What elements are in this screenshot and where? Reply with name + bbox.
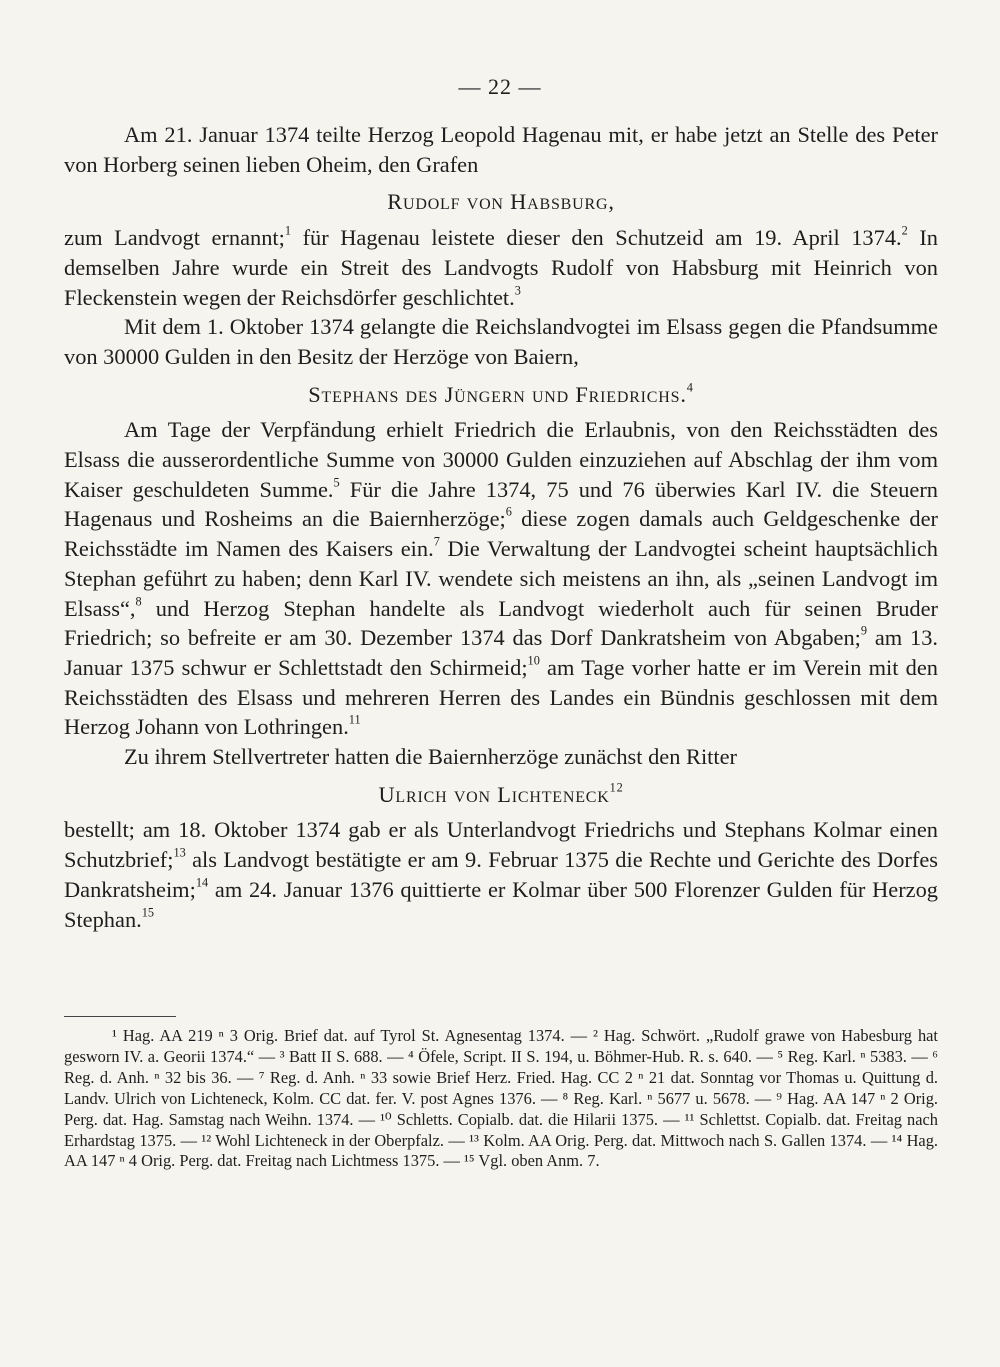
footnote-ref[interactable]: 9: [860, 623, 868, 638]
paragraph-3: Mit dem 1. Oktober 1374 gelangte die Reichslandvogtei im Elsass gegen die Pfandsumme von 30000 Gulden in den Besitz der Herzöge von Baiern,: [64, 314, 938, 369]
paragraph-4: Am Tage der Verpfändung erhielt Friedrich die Erlaubnis, von den Reichsstädten des Elsass die ausserordentliche Summe von 30000 Gulden einzuziehen auf Abschlag der ihm vom Kaiser geschuldeten Summe.$^5$ Für die Jahre 1374, 75 und 76 überwies Karl IV. die Steuern Hagenaus und Rosheims an die Baiernherzöge;$^6$ diese zogen damals auch Geldgeschenke der Reichsstädte im Namen des Kaisers ein.$^7$ Die Verwaltung der Landvogtei scheint hauptsächlich Stephan geführt zu haben; denn Karl IV. wendete sich meistens an ihn, als „seinen Landvogt im Elsass“,$^8$ und Herzog Stephan handelte als Landvogt wiederholt auch für seinen Bruder Friedrich; so befreite er am 30. Dezember 1374 das Dorf Dankratsheim von Abgaben;$^9$ am 13. Januar 1375 schwur er Schlettstadt den Schirmeid;$^{10}$ am Tage vorher hatte er im Verein mit den Reichsstädten des Elsass und mehreren Herren des Landes ein Bündnis geschlossen mit dem Herzog Johann von Lothringen.$^{11}$: [64, 417, 938, 740]
footnote-divider: [64, 1016, 176, 1017]
footnote-ref[interactable]: 3: [514, 283, 521, 298]
footnote-ref[interactable]: 1: [284, 223, 292, 238]
heading-ulrich: Ulrich von Lichteneck$^{12}$: [378, 780, 624, 807]
footnote-ref[interactable]: 7: [433, 534, 440, 549]
paragraph-6: bestellt; am 18. Oktober 1374 gab er als Unterlandvogt Friedrichs und Stephans Kolmar einen Schutzbrief;$^{13}$ als Landvogt bestätigte er am 9. Februar 1375 die Rechte und Gerichte des Dorfes Dankratsheim;$^{14}$ am 24. Januar 1376 quittierte er Kolmar über 500 Florenzer Gulden für Herzog Stephan.$^{15}$: [64, 817, 938, 932]
footnote-ref[interactable]: 12: [609, 780, 624, 795]
footnote-ref[interactable]: 11: [348, 712, 361, 727]
footnote-ref[interactable]: 15: [141, 905, 155, 920]
paragraph-1: Am 21. Januar 1374 teilte Herzog Leopold Hagenau mit, er habe jetzt an Stelle des Peter von Horberg seinen lieben Oheim, den Grafen: [64, 122, 938, 177]
footnote-text: ¹ Hag. AA 219 ⁿ 3 Orig. Brief dat. auf Tyrol St. Agnesentag 1374. — ² Hag. Schwört. „Rudolf grawe von Habesburg hat gesworn IV. a. Georii 1374.“ — ³ Batt II S. 688. — ⁴ Öfele, Script. II S. 194, u. Böhmer-Hub. R. s. 640. — ⁵ Reg. Karl. ⁿ 5383. — ⁶ Reg. d. Anh. ⁿ 32 bis 36. — ⁷ Reg. d. Anh. ⁿ 33 sowie Brief Herz. Fried. Hag. CC 2 ⁿ 21 dat. Sonntag vor Thomas u. Quittung d. Landv. Ulrich von Lichteneck, Kolm. CC dat. fer. V. post Agnes 1376. — ⁸ Reg. Karl. ⁿ 5677 u. 5678. — ⁹ Hag. AA 147 ⁿ 2 Orig. Perg. dat. Hag. Samstag nach Weihn. 1374. — ¹⁰ Schletts. Copialb. dat. die Hilarii 1375. — ¹¹ Schlettst. Copialb. dat. Freitag nach Erhardstag 1375. — ¹² Wohl Lichteneck in der Oberpfalz. — ¹³ Kolm. AA Orig. Perg. dat. Mittwoch nach S. Gallen 1374. — ¹⁴ Hag. AA 147 ⁿ 4 Orig. Perg. dat. Freitag nach Lichtmess 1375. — ¹⁵ Vgl. oben Anm. 7.: [64, 1026, 938, 1171]
footnote-ref[interactable]: 4: [686, 380, 694, 395]
footnote-ref[interactable]: 10: [527, 653, 540, 668]
footnote-ref[interactable]: 13: [173, 845, 186, 860]
footnote-ref[interactable]: 6: [505, 504, 512, 519]
page-number: — 22 —: [458, 74, 542, 99]
footnote-ref[interactable]: 5: [333, 475, 340, 490]
main-text: [64, 120, 938, 934]
paragraph-2: zum Landvogt ernannt;$^1$ für Hagenau leistete dieser den Schutzeid am 19. April 1374.$^2$ In demselben Jahre wurde ein Streit des Landvogts Rudolf von Habsburg mit Heinrich von Fleckenstein wegen der Reichsdörfer geschlichtet.$^3$: [64, 223, 939, 310]
heading-rudolf: Rudolf von Habsburg,: [387, 189, 615, 215]
footnote-ref[interactable]: 14: [195, 875, 209, 890]
footnote-ref[interactable]: 2: [901, 223, 908, 238]
footnotes: [64, 1026, 938, 1172]
heading-stephans: Stephans des Jüngern und Friedrichs.$^4$: [308, 380, 694, 407]
footnote-ref[interactable]: 8: [135, 594, 142, 609]
paragraph-5: Zu ihrem Stellvertreter hatten die Baiernherzöge zunächst den Ritter: [124, 744, 738, 770]
